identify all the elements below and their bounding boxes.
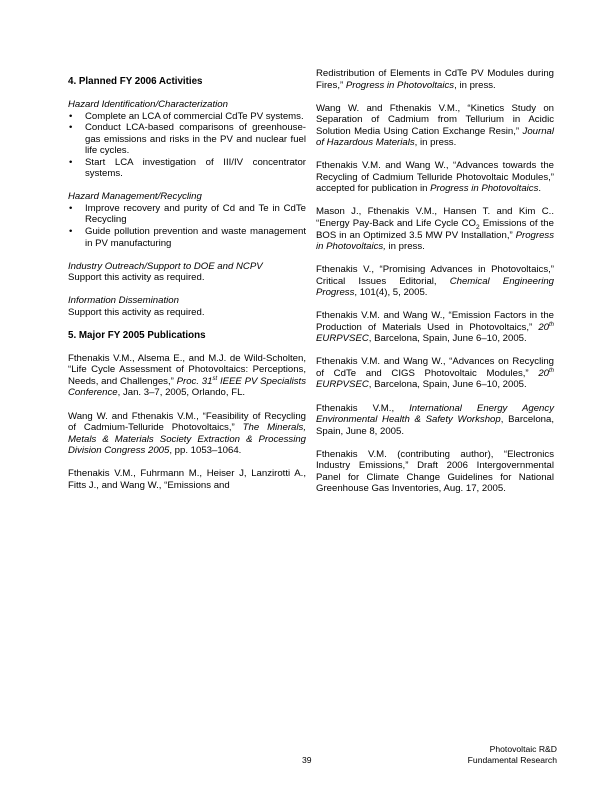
list-item: • Guide pollution prevention and waste management in PV manufacturing [68, 226, 306, 249]
publication-entry: Fthenakis V., “Promising Advances in Photovoltaics,” Critical Issues Editorial, Chemical Engineering Progress, 101(4), 5, 2005. [316, 264, 555, 299]
publication-entry-continued: Redistribution of Elements in CdTe PV Modules during Fires,” Progress in Photovoltaics, in press. [316, 68, 554, 91]
publication-entry: Fthenakis V.M., Fuhrmann M., Heiser J, Lanzirotti A., Fitts J., and Wang W., “Emissions and [68, 468, 306, 491]
list-item: • Improve recovery and purity of Cd and Te in CdTe Recycling [68, 203, 306, 226]
list-item: • Conduct LCA-based comparisons of greenhouse-gas emissions and risks in the PV and nuclear fuel life cycles. [68, 122, 306, 157]
publication-entry: Wang W. and Fthenakis V.M., “Feasibility of Recycling of Cadmium-Telluride Photovoltaics,” The Minerals, Metals & Materials Society Extraction & Processing Division Congress 2005, pp. 1053–1064. [68, 410, 306, 457]
subheading-hazard-identification: Hazard Identification/Characterization [68, 99, 228, 111]
journal-title: Progress in Photovoltaics [345, 79, 455, 91]
publication-entry: Fthenakis V.M. and Wang W., “Advances on Recycling of CdTe and CIGS Photovoltaic Modules,” 20th EURPVSEC, Barcelona, Spain, June 6–10, 2005. [316, 356, 554, 391]
publication-entry: Fthenakis V.M. and Wang W., “Emission Factors in the Production of Materials Used in Photovoltaics,” 20th EURPVSEC, Barcelona, Spain, June 6–10, 2005. [316, 310, 554, 345]
journal-title: Journal of Hazardous Materials [316, 125, 554, 149]
dissemination-text: Support this activity as required. [68, 306, 205, 318]
publication-entry: Mason J., Fthenakis V.M., Hansen T. and Kim C.. “Energy Pay-Back and Life Cycle $CO_2$ Emissions of the BOS in an Optimized 3.5 MW PV Installation,” Progress in Photovoltaics, in press. [316, 206, 554, 253]
outreach-block [68, 261, 306, 284]
publication-entry: Fthenakis V.M. (contributing author), “Electronics Industry Emissions,” Draft 2006 Intergovernmental Panel for Climate Change Guidelines for National Greenhouse Gas Inventories, Aug. 17, 2005. [316, 448, 554, 495]
hazard-management-block [68, 191, 306, 249]
publication-entry: Wang W. and Fthenakis V.M., “Kinetics Study on Separation of Cadmium from Tellurium in Acidic Solution Media Using Cation Exchange Resin,” Journal of Hazardous Materials, in press. [316, 102, 554, 149]
left-column [68, 68, 306, 503]
footer-line-2: Fundamental Research [467, 754, 557, 765]
dissemination-block [68, 295, 306, 318]
page-number: 39 [302, 755, 312, 765]
publication-entry: Fthenakis V.M. and Wang W., “Advances towards the Recycling of Cadmium Telluride Photovoltaic Modules,” accepted for publication in Progress in Photovoltaics. [316, 160, 554, 195]
publication-entry: Fthenakis V.M., Alsema E., and M.J. de Wild-Scholten, “Life Cycle Assessment of Photovoltaics: Perceptions, Needs, and Challenges,” Proc. 31st IEEE PV Specialists Conference, Jan. 3–7, 2005, Orlando, FL. [68, 352, 307, 399]
outreach-text: Support this activity as required. [68, 272, 205, 284]
list-item: • Complete an LCA of commercial CdTe PV systems. [68, 111, 306, 123]
section-heading-publications: 5. Major FY 2005 Publications [68, 329, 206, 341]
journal-title: Progress in Photovoltaics, [316, 229, 554, 253]
conference-title: 20th EURPVSEC [316, 321, 554, 345]
bullet-list [68, 111, 306, 180]
bullet-list [68, 203, 306, 249]
subheading-dissemination: Information Dissemination [68, 295, 179, 307]
list-item: • Start LCA investigation of III/IV concentrator systems. [68, 157, 306, 180]
journal-title: Chemical Engineering Progress [316, 275, 555, 299]
section-heading-planned-activities: 4. Planned FY 2006 Activities [68, 76, 203, 87]
footer-line-1: Photovoltaic R&D [489, 744, 557, 754]
right-column [316, 68, 554, 506]
journal-title: Proc. 31st IEEE PV Specialists Conference [68, 375, 307, 399]
hazard-identification-block [68, 99, 306, 180]
journal-title: The Minerals, Metals & Materials Society Extraction & Processing Division Congress 2005 [68, 422, 306, 457]
running-footer [468, 744, 557, 765]
workshop-title: International Energy Agency Environmental Health & Safety Workshop [316, 402, 554, 426]
journal-title: Progress in Photovoltaics [430, 183, 539, 195]
publication-entry: Fthenakis V.M., International Energy Agency Environmental Health & Safety Workshop, Barcelona, Spain, June 8, 2005. [316, 402, 554, 437]
conference-title: 20th EURPVSEC [316, 367, 554, 391]
subheading-outreach: Industry Outreach/Support to DOE and NCPV [68, 260, 263, 272]
subheading-hazard-management: Hazard Management/Recycling [68, 191, 202, 203]
